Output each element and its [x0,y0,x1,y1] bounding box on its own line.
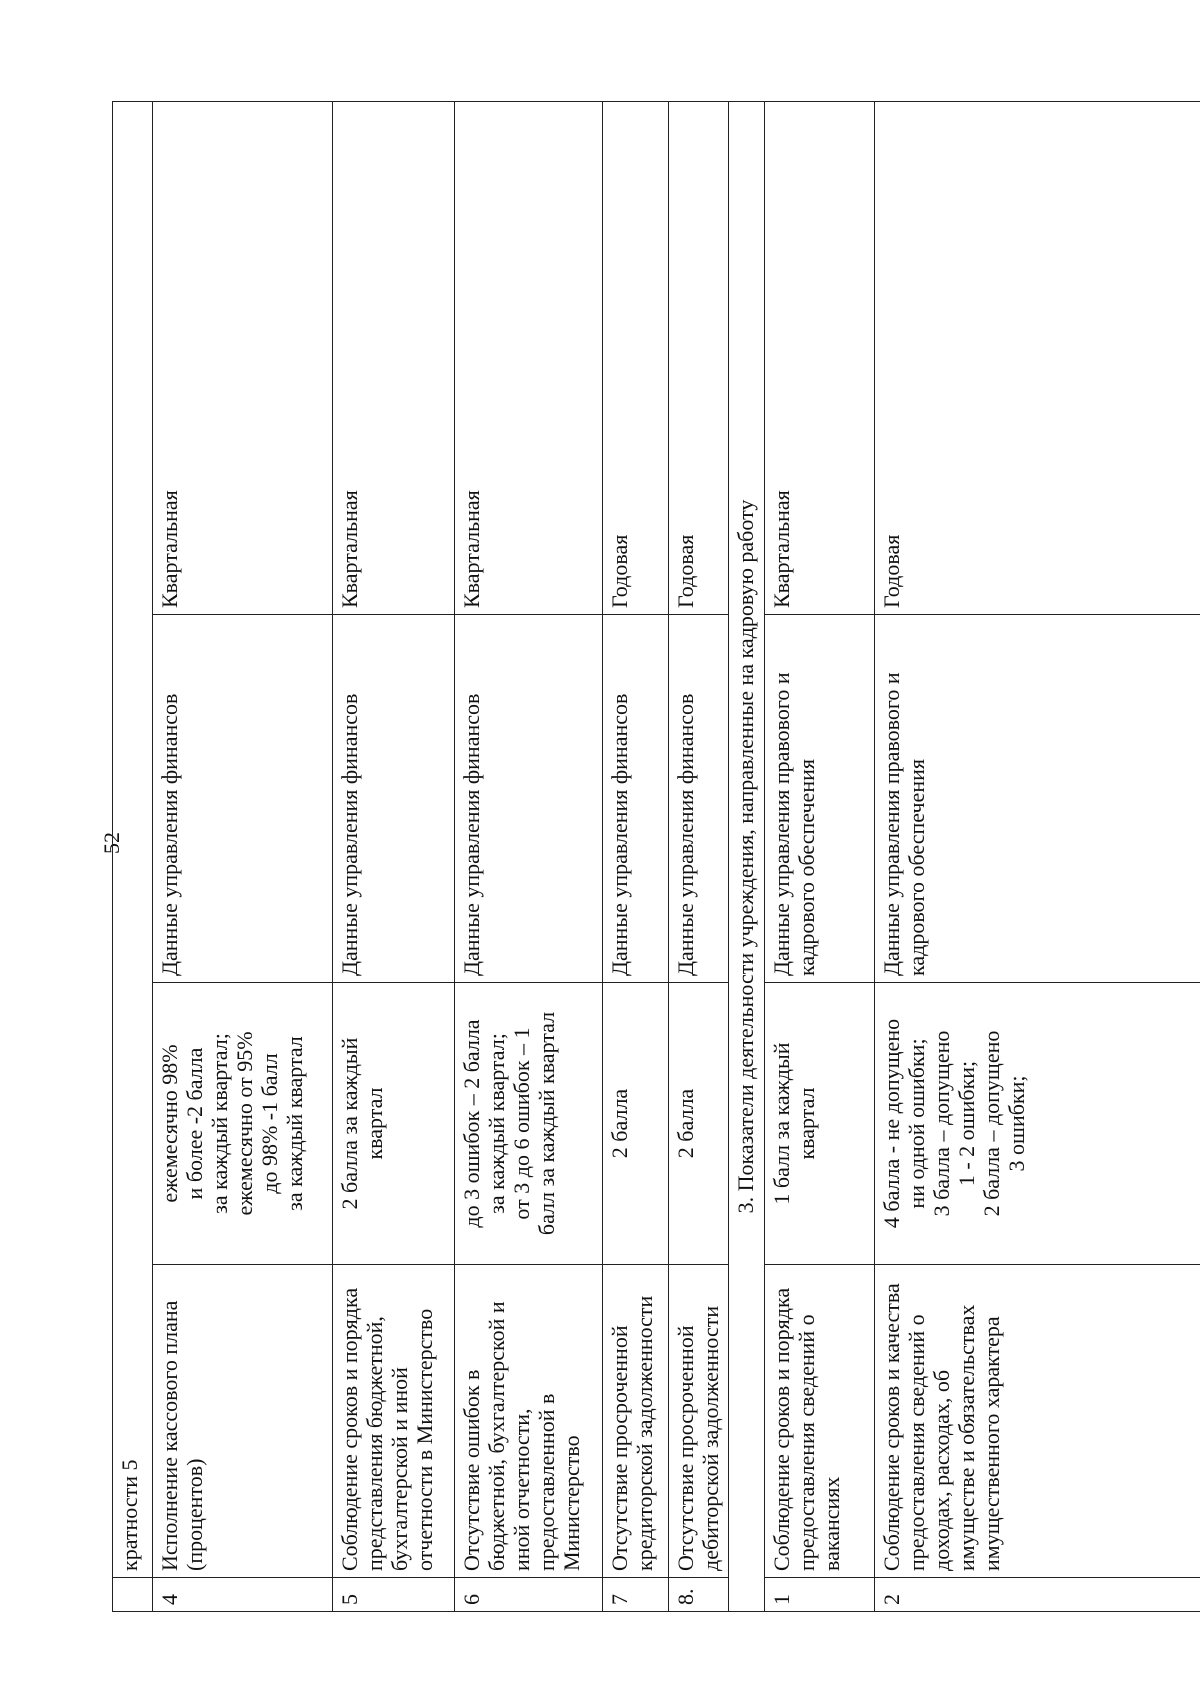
criteria-line: ежемесячно 98% [157,1044,182,1203]
criteria-cell [333,983,455,1265]
criteria-line: 2 балла [673,1088,698,1159]
criteria-cell [455,983,603,1265]
row-number [113,1578,153,1612]
row-number: 7 [603,1578,669,1612]
criteria-line: балл за каждый квартал [534,1011,559,1236]
criteria-line: за каждый квартал; [484,1033,509,1214]
periodicity: Годовая [669,101,729,614]
criteria-line: квартал [362,1087,387,1160]
criteria-line: 1 - 2 ошибки; [954,1060,979,1187]
periodicity: Квартальная [455,101,603,614]
criteria-cell [153,983,333,1265]
table-row [153,101,333,1611]
indicator-name: Исполнение кассового плана (процентов) [153,1265,333,1578]
criteria-line: 2 балла – допущено [979,1030,1004,1217]
indicator-name: Отсутствие ошибок в бюджетной, бухгалтерской и иной отчетности, предоставленной в Министерство [455,1265,603,1578]
indicator-name: Соблюдение сроков и качества предоставления сведений о доходах, расходах, об имуществе и обязательствах имущественного характера [875,1265,1200,1578]
criteria-line: ежемесячно от 95% [232,1031,257,1216]
data-source: Данные управления финансов [153,615,333,983]
indicator-name: Отсутствие просроченной дебиторской задолженности [669,1265,729,1578]
row-number: 1 [765,1578,875,1612]
criteria-line: до 98% -1 балл [257,1053,282,1194]
periodicity: Годовая [603,101,669,614]
table-row [455,101,603,1611]
data-source: Данные управления правового и кадрового обеспечения [875,615,1200,983]
section-title: 3. Показатели деятельности учреждения, направленные на кадровую работу [729,101,765,1611]
row-number: 6 [455,1578,603,1612]
criteria-cell [669,983,729,1265]
data-source: Данные управления финансов [455,615,603,983]
periodicity: Квартальная [153,101,333,614]
data-source: Данные управления финансов [333,615,455,983]
criteria-line: за каждый квартал [282,1036,307,1211]
data-source: Данные управления финансов [603,615,669,983]
criteria-cell [875,983,1200,1265]
periodicity: Квартальная [765,101,875,614]
indicator-name: Соблюдение сроков и порядка представления бюджетной, бухгалтерской и иной отчетности в Министерство [333,1265,455,1578]
criteria-line: 2 балла за каждый [337,1037,362,1210]
periodicity: Квартальная [333,101,455,614]
criteria-line: и более -2 балла [182,1047,207,1200]
criteria-cell [765,983,875,1265]
indicators-table [112,101,1200,1612]
table-row [113,101,153,1611]
table-row [669,101,729,1611]
table-row [765,101,875,1611]
criteria-line: от 3 до 6 ошибок – 1 [509,1027,534,1220]
data-source: Данные управления финансов [669,615,729,983]
criteria-line: 3 балла – допущено [929,1030,954,1217]
section-row [729,101,765,1611]
indicator-name: кратности 5 [113,101,153,1577]
table-row [875,101,1200,1611]
table-row [333,101,455,1611]
indicator-name: Отсутствие просроченной кредиторской задолженности [603,1265,669,1578]
row-number: 5 [333,1578,455,1612]
periodicity: Годовая [875,101,1200,614]
criteria-line: до 3 ошибок – 2 балла [459,1019,484,1228]
criteria-cell [603,983,669,1265]
criteria-line: 4 балла - не допущено [879,1018,904,1229]
row-number: 2 [875,1578,1200,1612]
rotated-table-container [112,102,1200,1612]
criteria-line: 2 балла [607,1088,632,1159]
criteria-line: ни одной ошибки; [904,1038,929,1209]
page-number: 52 [99,832,124,854]
criteria-line: 3 ошибки; [1004,1075,1029,1172]
table-row [603,101,669,1611]
row-number: 8. [669,1578,729,1612]
indicator-name: Соблюдение сроков и порядка предоставления сведений о вакансиях [765,1265,875,1578]
criteria-line: за каждый квартал; [207,1033,232,1214]
criteria-line: 1 балл за каждый [769,1042,794,1205]
data-source: Данные управления правового и кадрового обеспечения [765,615,875,983]
criteria-line: квартал [794,1087,819,1160]
row-number: 4 [153,1578,333,1612]
